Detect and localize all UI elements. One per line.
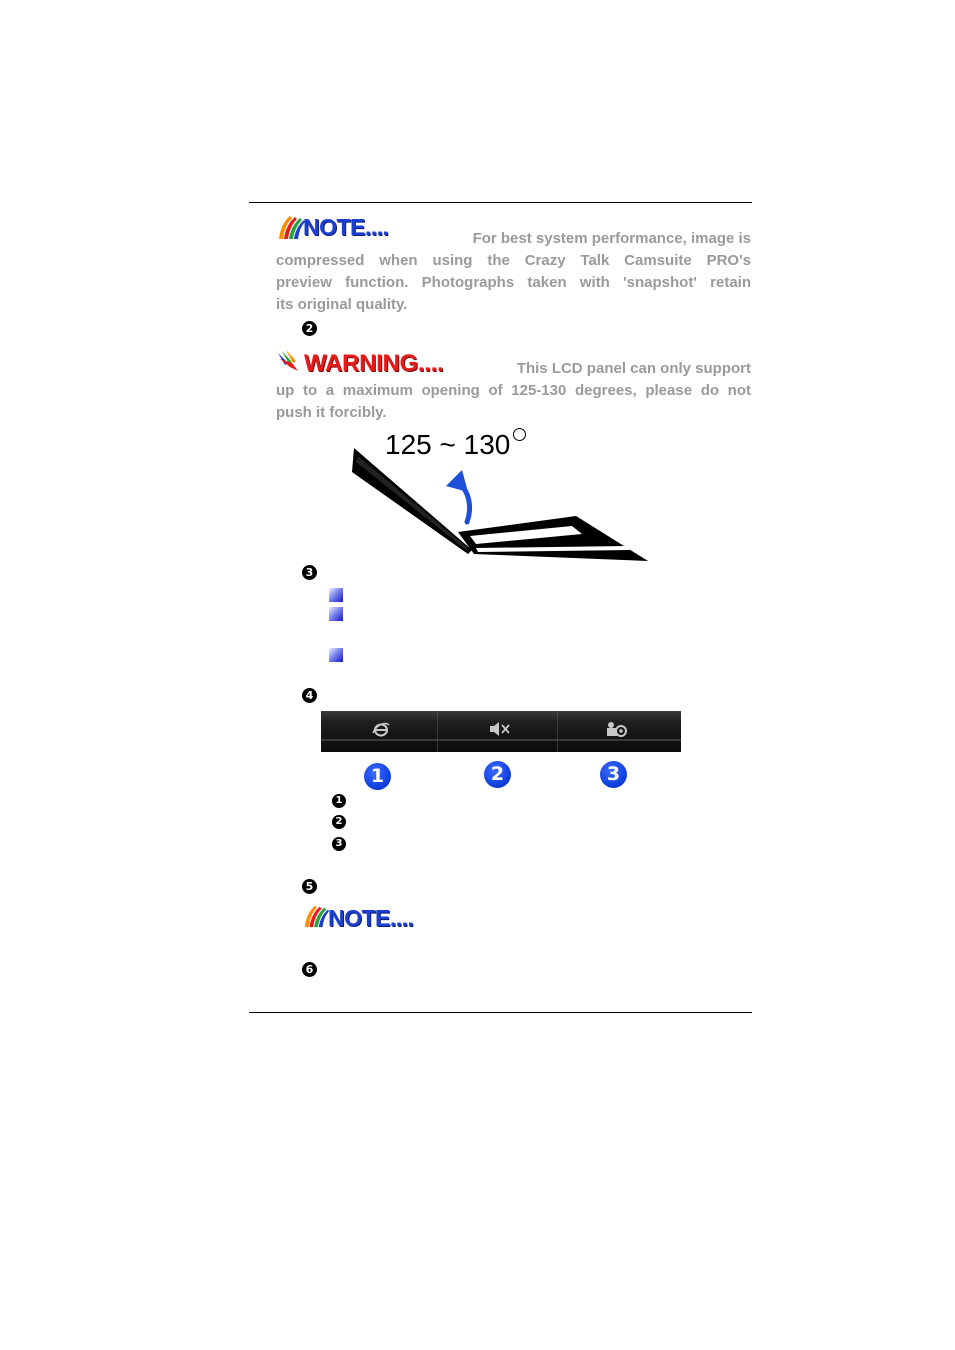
callout-1: 1 xyxy=(364,763,391,790)
warning-heading: WARNING.... xyxy=(304,350,444,377)
mute-icon xyxy=(489,721,511,741)
strip-separator xyxy=(437,711,438,752)
note-heading: NOTE.... xyxy=(303,214,389,240)
note-heading-2: NOTE.... xyxy=(328,905,414,931)
internet-explorer-icon xyxy=(371,721,391,741)
angle-label: 125 ~ 130 xyxy=(385,429,511,460)
warning-line xyxy=(276,380,751,402)
step-4-marker: 4 xyxy=(302,688,317,703)
lid-opening-diagram xyxy=(350,440,655,565)
warning-line: This LCD panel can only support xyxy=(516,360,751,377)
note-text xyxy=(276,228,751,316)
callout-3: 3 xyxy=(600,761,627,788)
bullet-icon xyxy=(329,607,343,621)
sublist-marker-1: 1 xyxy=(332,794,346,808)
note-line-text: compressed when using the Crazy Talk Camsuite PRO's xyxy=(276,252,751,269)
warning-text xyxy=(276,358,751,424)
step-3-marker: 3 xyxy=(302,565,317,580)
note-line xyxy=(276,272,751,294)
note-line-text: preview function. Photographs taken with 'snapshot' retain xyxy=(276,274,751,291)
warning-line-text: up to a maximum opening of 125-130 degrees, please do not xyxy=(276,382,751,399)
note-logo-icon xyxy=(302,903,330,929)
bottom-rule xyxy=(249,1012,752,1013)
step-5-marker: 5 xyxy=(302,879,317,894)
bullet-icon xyxy=(329,648,343,662)
note-line: its original quality. xyxy=(276,296,408,313)
camera-icon xyxy=(604,721,628,741)
note-line xyxy=(276,250,751,272)
bullet-icon xyxy=(329,588,343,602)
note-line: For best system performance, image is xyxy=(472,230,751,247)
warning-line: push it forcibly. xyxy=(276,404,387,421)
step-6-marker: 6 xyxy=(302,962,317,977)
strip-separator xyxy=(557,711,558,752)
callout-2: 2 xyxy=(484,761,511,788)
step-2-marker: 2 xyxy=(302,321,317,336)
hotkey-strip-photo xyxy=(321,711,681,752)
sublist-marker-2: 2 xyxy=(332,815,346,829)
top-rule xyxy=(249,202,752,203)
sublist-marker-3: 3 xyxy=(332,837,346,851)
